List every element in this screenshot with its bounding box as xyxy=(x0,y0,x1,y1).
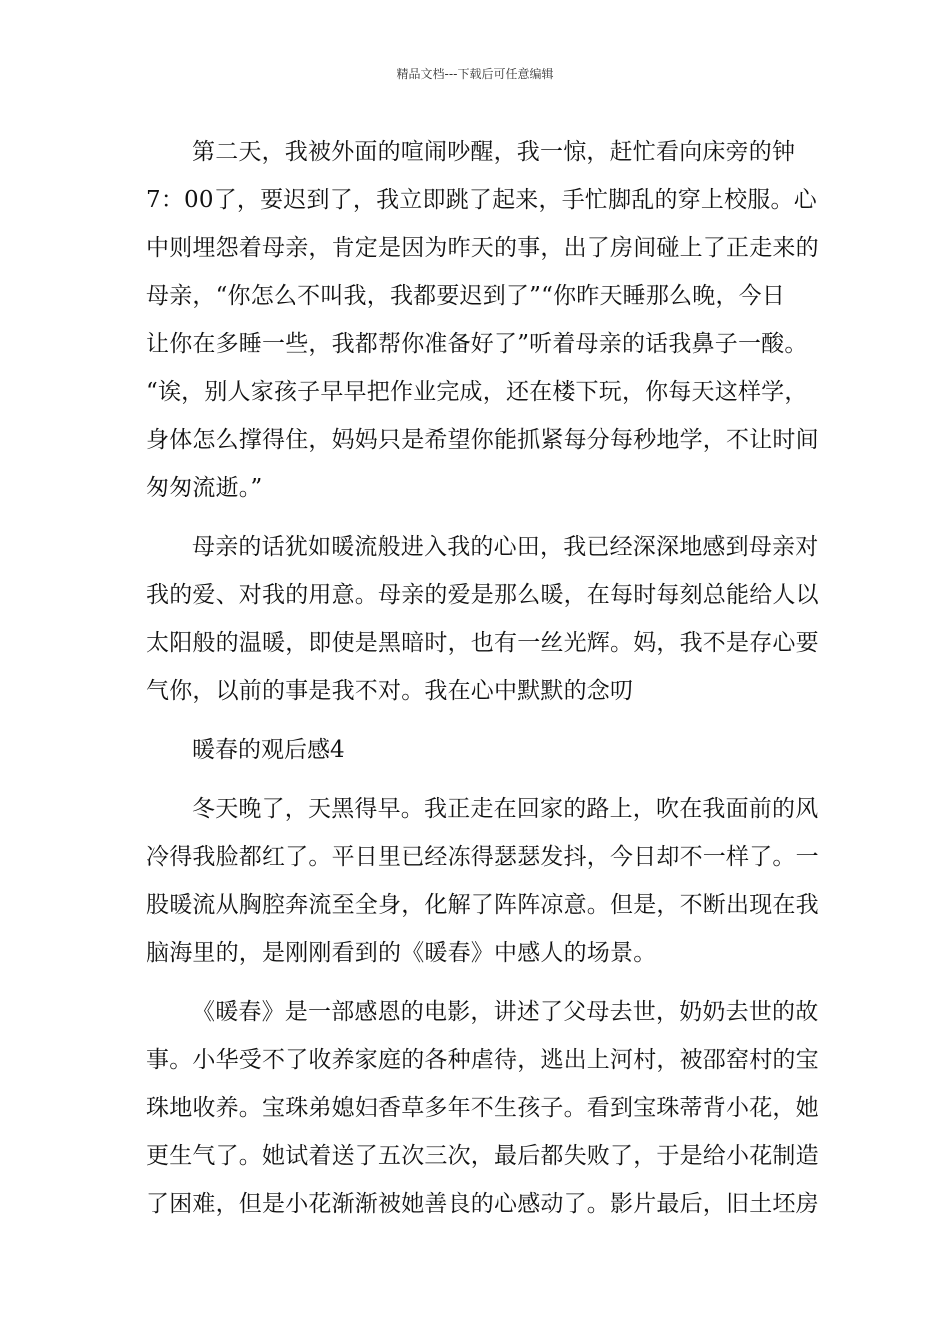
text-line: 《暖春》是一部感恩的电影，讲述了父母去世，奶奶去世的故 xyxy=(192,999,819,1025)
text-line: 母亲，“你怎么不叫我，我都要迟到了”“你昨天睡那么晚，今日 xyxy=(146,283,786,309)
text-line: 第二天，我被外面的喧闹吵醒，我一惊，赶忙看向床旁的钟 xyxy=(192,139,796,165)
text-line: 冬天晚了，天黑得早。我正走在回家的路上，吹在我面前的风 xyxy=(192,796,819,822)
text-line: 中则埋怨着母亲，肯定是因为昨天的事，出了房间碰上了正走来的 xyxy=(146,235,819,261)
text-line: 了困难，但是小花渐渐被她善良的心感动了。影片最后，旧土坯房 xyxy=(146,1191,819,1217)
paragraph-2 xyxy=(146,523,819,715)
text-line: 7：00了，要迟到了，我立即跳了起来，手忙脚乱的穿上校服。心 xyxy=(146,187,817,213)
paragraph-3 xyxy=(146,785,819,977)
paragraph-1 xyxy=(146,128,819,512)
text-line: 冷得我脸都红了。平日里已经冻得瑟瑟发抖，今日却不一样了。一 xyxy=(146,844,819,870)
page-header: 精品文档---下载后可任意编辑 xyxy=(396,67,554,81)
text-line: 脑海里的，是刚刚看到的《暖春》中感人的场景。 xyxy=(146,940,657,966)
section-title: 暖春的观后感4 xyxy=(192,737,345,763)
paragraph-4 xyxy=(146,988,819,1228)
text-line: 更生气了。她试着送了五次三次，最后都失败了，于是给小花制造 xyxy=(146,1143,819,1169)
text-line: 我的爱、对我的用意。母亲的爱是那么暖，在每时每刻总能给人以 xyxy=(146,582,819,608)
text-line: 珠地收养。宝珠弟媳妇香草多年不生孩子。看到宝珠蒂背小花，她 xyxy=(146,1095,819,1121)
document-body xyxy=(146,128,819,1239)
text-line: 太阳般的温暖，即使是黑暗时，也有一丝光辉。妈，我不是存心要 xyxy=(146,630,819,656)
text-line: “诶，别人家孩子早早把作业完成，还在楼下玩，你每天这样学， xyxy=(146,379,808,405)
text-line: 身体怎么撑得住，妈妈只是希望你能抓紧每分每秒地学，不让时间 xyxy=(146,427,819,453)
text-line: 气你，以前的事是我不对。我在心中默默的念叨 xyxy=(146,678,634,704)
text-line: 母亲的话犹如暖流般进入我的心田，我已经深深地感到母亲对 xyxy=(192,534,819,560)
text-line: 让你在多睡一些，我都帮你准备好了”听着母亲的话我鼻子一酸。 xyxy=(146,331,808,357)
text-line: 匆匆流逝。” xyxy=(146,475,263,501)
text-line: 股暖流从胸腔奔流至全身，化解了阵阵凉意。但是，不断出现在我 xyxy=(146,892,819,918)
text-line: 事。小华受不了收养家庭的各种虐待，逃出上河村，被邵窑村的宝 xyxy=(146,1047,819,1073)
